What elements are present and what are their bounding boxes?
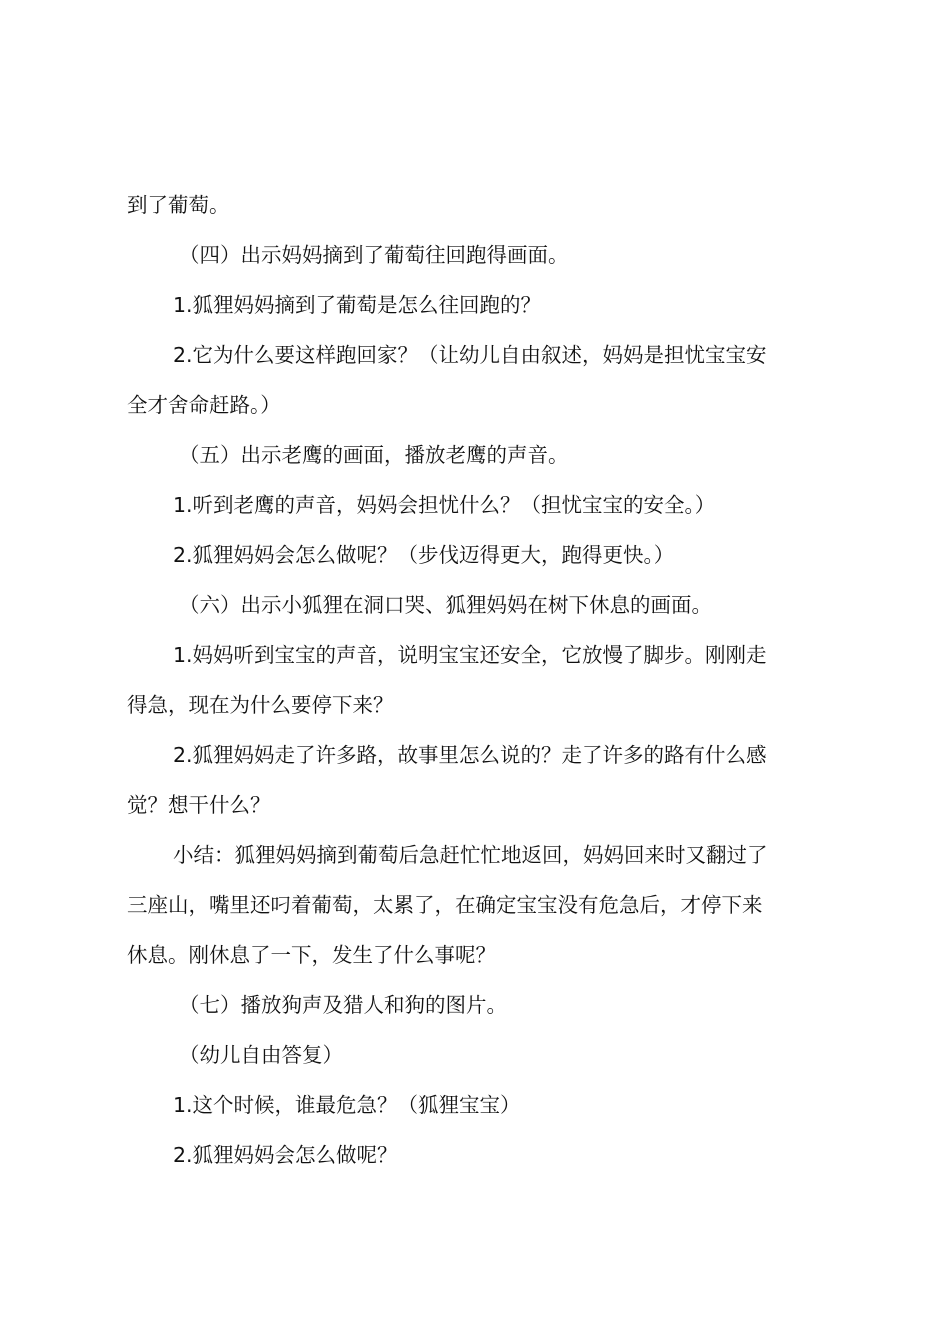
question-line: 1.这个时候，谁最危急？（狐狸宝宝） bbox=[173, 1093, 521, 1117]
section-heading-6: （六）出示小狐狸在洞口哭、狐狸妈妈在树下休息的画面。 bbox=[179, 593, 712, 617]
text-line-continuation: 到了葡萄。 bbox=[127, 193, 230, 217]
section-heading-5: （五）出示老鹰的画面，播放老鹰的声音。 bbox=[179, 443, 569, 467]
document-body bbox=[127, 180, 833, 1180]
question-line: 2.狐狸妈妈会怎么做呢？（步伐迈得更大，跑得更快。） bbox=[173, 543, 675, 567]
section-heading-4: （四）出示妈妈摘到了葡萄往回跑得画面。 bbox=[179, 243, 569, 267]
note-line: （幼儿自由答复） bbox=[179, 1043, 343, 1067]
question-line: 2.它为什么要这样跑回家？（让幼儿自由叙述，妈妈是担忧宝宝安 bbox=[173, 343, 767, 367]
section-heading-7: （七）播放狗声及猎人和狗的图片。 bbox=[179, 993, 507, 1017]
summary-line: 小结：狐狸妈妈摘到葡萄后急赶忙忙地返回，妈妈回来时又翻过了 bbox=[173, 843, 768, 867]
text-line-continuation: 全才舍命赶路。） bbox=[127, 393, 281, 417]
text-line-continuation: 休息。刚休息了一下，发生了什么事呢？ bbox=[127, 943, 496, 967]
text-line-continuation: 觉？想干什么？ bbox=[127, 793, 271, 817]
question-line: 2.狐狸妈妈走了许多路，故事里怎么说的？走了许多的路有什么感 bbox=[173, 743, 767, 767]
question-line: 1.狐狸妈妈摘到了葡萄是怎么往回跑的？ bbox=[173, 293, 542, 317]
question-line: 1.听到老鹰的声音，妈妈会担忧什么？（担忧宝宝的安全。） bbox=[173, 493, 716, 517]
question-line: 2.狐狸妈妈会怎么做呢？ bbox=[173, 1143, 398, 1167]
text-line-continuation: 得急，现在为什么要停下来？ bbox=[127, 693, 394, 717]
text-line-continuation: 三座山，嘴里还叼着葡萄，太累了，在确定宝宝没有危急后，才停下来 bbox=[127, 893, 763, 917]
question-line: 1.妈妈听到宝宝的声音，说明宝宝还安全，它放慢了脚步。刚刚走 bbox=[173, 643, 767, 667]
